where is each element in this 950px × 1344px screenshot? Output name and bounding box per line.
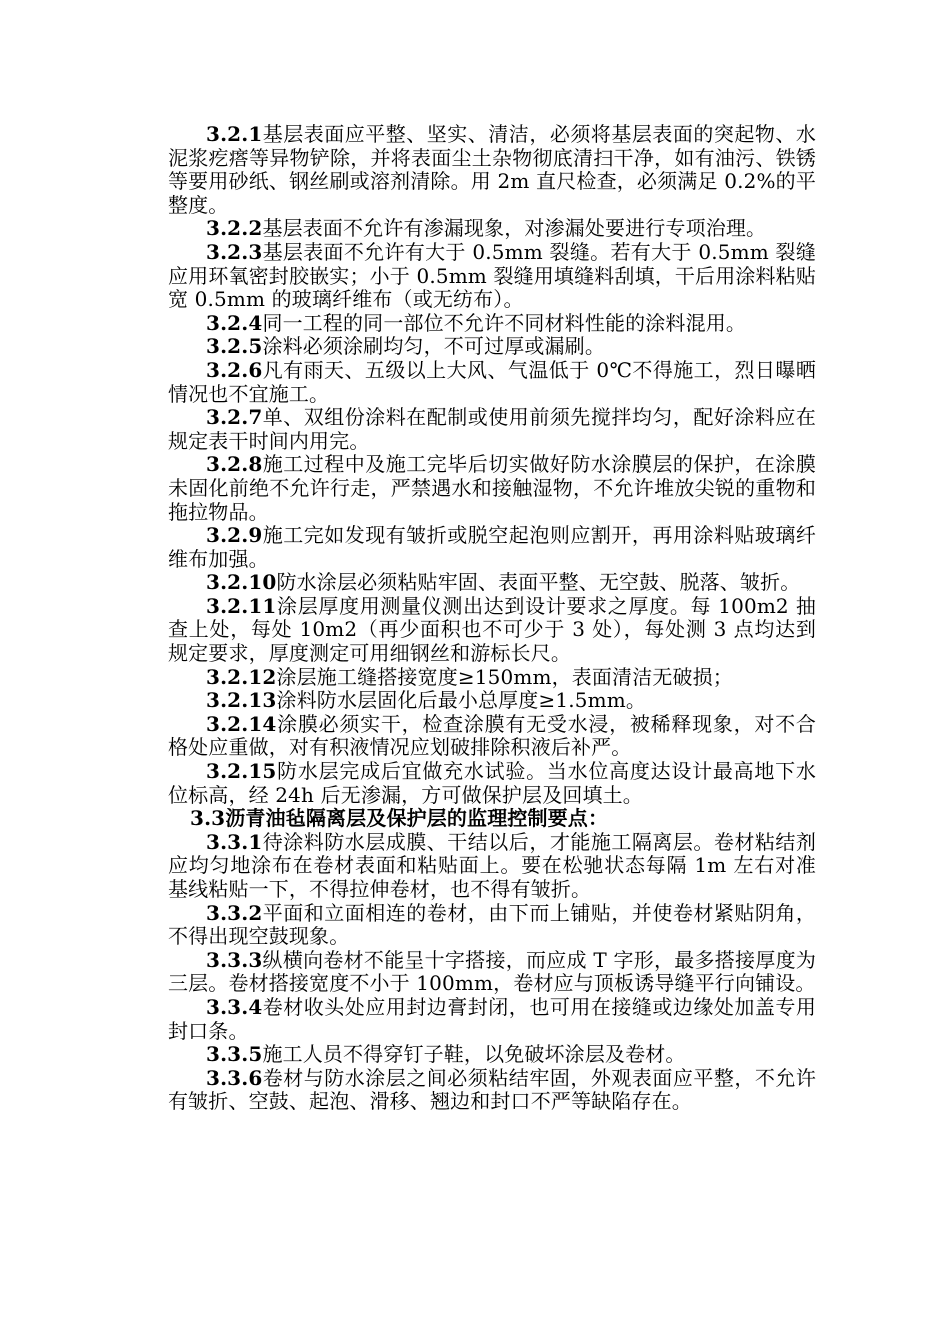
clause-number: 3.2.6 [206, 357, 263, 382]
clause-text: 涂料防水层固化后最小总厚度≥1.5mm。 [276, 688, 646, 713]
clause-number: 3.2.14 [206, 711, 277, 736]
clause-number: 3.2.11 [206, 593, 277, 618]
clause-number: 3.2.10 [206, 570, 277, 595]
clause-number: 3.2.12 [206, 664, 277, 689]
clause-number: 3.2.1 [206, 122, 263, 146]
clause-3-3-3 [168, 949, 816, 996]
clause-text: 卷材与防水涂层之间必须粘结牢固，外观表面应平整，不允许有皱折、空鼓、起泡、滑移、翘边和封口不严等缺陷存在。 [168, 1065, 816, 1114]
clause-text: 防水层完成后宜做充水试验。当水位高度达设计最高地下水位标高，经 24h 后无渗漏，方可做保护层及回填土。 [168, 759, 816, 807]
clause-text: 基层表面不允许有大于 0.5mm 裂缝。若有大于 0.5mm 裂缝应用环氧密封胶嵌实；小于 0.5mm 裂缝用填缝料刮填，干后用涂料粘贴宽 0.5mm 的玻璃纤维布（或无纺布）。 [168, 239, 816, 312]
clause-text: 凡有雨天、五级以上大风、气温低于 0℃不得施工，烈日曝晒情况也不宜施工。 [168, 357, 816, 406]
clause-text: 单、双组份涂料在配制或使用前须先搅拌均匀，配好涂料应在规定表干时间内用完。 [168, 405, 816, 453]
section-heading [168, 807, 816, 831]
clause-3-2-4 [168, 312, 816, 336]
clause-3-2-13 [168, 689, 816, 713]
clause-text: 同一工程的同一部位不允许不同材料性能的涂料混用。 [262, 310, 747, 335]
clause-number: 3.2.7 [206, 405, 263, 430]
clause-number: 3.2.9 [206, 523, 263, 548]
clause-text: 涂层施工缝搭接宽度≥150mm，表面清洁无破损； [276, 664, 733, 689]
clause-3-2-12 [168, 666, 816, 690]
clause-text: 基层表面不允许有渗漏现象，对渗漏处要进行专项治理。 [262, 216, 767, 241]
clause-3-2-2 [168, 217, 816, 241]
clause-number: 3.2.5 [206, 334, 263, 359]
clause-number: 3.3.5 [206, 1042, 263, 1067]
clause-number: 3.2.8 [206, 452, 263, 477]
clause-3-3-5 [168, 1043, 816, 1067]
clause-number: 3.2.2 [206, 216, 263, 241]
clause-number: 3.3.4 [206, 994, 263, 1019]
clause-number: 3.3.2 [206, 900, 263, 925]
clause-3-2-5 [168, 335, 816, 359]
clause-number: 3.2.3 [206, 239, 263, 264]
clause-3-2-15 [168, 760, 816, 807]
clause-3-2-8 [168, 453, 816, 524]
clause-text: 平面和立面相连的卷材，由下而上铺贴，并使卷材紧贴阴角，不得出现空鼓现象。 [168, 900, 816, 949]
clause-text: 待涂料防水层成膜、干结以后，才能施工隔离层。卷材粘结剂应均匀地涂布在卷材表面和粘贴面上。要在松驰状态每隔 1m 左右对准基线粘贴一下，不得拉伸卷材，也不得有皱折。 [168, 829, 816, 901]
clause-text: 基层表面应平整、坚实、清洁，必须将基层表面的突起物、水泥浆疙瘩等异物铲除，并将表面尘土杂物彻底清扫干净，如有油污、铁锈等要用砂纸、钢丝刷或溶剂清除。用 2m 直尺检查，必须满足 0.2%的平整度。 [168, 122, 816, 217]
clause-3-2-3 [168, 241, 816, 312]
clause-3-2-7 [168, 406, 816, 453]
clause-number: 3.3.6 [206, 1065, 263, 1090]
clause-3-2-9 [168, 524, 816, 571]
clause-text: 防水涂层必须粘贴牢固、表面平整、无空鼓、脱落、皱折。 [276, 570, 801, 595]
clause-text: 卷材收头处应用封边膏封闭，也可用在接缝或边缘处加盖专用封口条。 [168, 994, 816, 1043]
clause-number: 3.2.4 [206, 310, 263, 335]
clause-3-3-6 [168, 1067, 816, 1114]
clause-text: 纵横向卷材不能呈十字搭接，而应成 T 字形，最多搭接厚度为三层。卷材搭接宽度不小于 100mm，卷材应与顶板诱导缝平行向铺设。 [168, 947, 816, 996]
clause-text: 施工完如发现有皱折或脱空起泡则应割开，再用涂料贴玻璃纤维布加强。 [168, 523, 816, 571]
clause-text: 涂层厚度用测量仪测出达到设计要求之厚度。每 100m2 抽查上处，每处 10m2（再少面积也不可少于 3 处），每处测 3 点均达到规定要求，厚度测定可用细钢丝和游标长尺。 [168, 593, 816, 666]
clause-text: 涂膜必须实干，检查涂膜有无受水浸，被稀释现象，对不合格处应重做，对有积液情况应划破排除积液后补严。 [168, 711, 816, 760]
section-3-2 [168, 123, 816, 807]
clause-text: 施工人员不得穿钉子鞋，以免破坏涂层及卷材。 [262, 1042, 686, 1067]
clause-number: 3.3.3 [206, 947, 263, 972]
clause-number: 3.2.13 [206, 688, 277, 713]
clause-text: 涂料必须涂刷均匀，不可过厚或漏刷。 [262, 334, 605, 359]
clause-3-3-2 [168, 902, 816, 949]
clause-3-2-14 [168, 713, 816, 760]
clause-3-2-10 [168, 571, 816, 595]
document-page [168, 123, 816, 1114]
clause-number: 3.3.1 [206, 829, 263, 854]
clause-text: 施工过程中及施工完毕后切实做好防水涂膜层的保护，在涂膜未固化前绝不允许行走，严禁遇水和接触湿物，不允许堆放尖锐的重物和拖拉物品。 [168, 452, 816, 524]
clause-3-2-11 [168, 595, 816, 666]
clause-number: 3.2.15 [206, 759, 277, 784]
clause-3-2-6 [168, 359, 816, 406]
clause-3-2-1 [168, 123, 816, 217]
clause-3-3-1 [168, 831, 816, 902]
section-heading-text: 沥青油毡隔离层及保护层的监理控制要点： [225, 806, 609, 831]
clause-3-3-4 [168, 996, 816, 1043]
section-3-3 [168, 807, 816, 1114]
section-heading-number: 3.3 [190, 806, 226, 831]
